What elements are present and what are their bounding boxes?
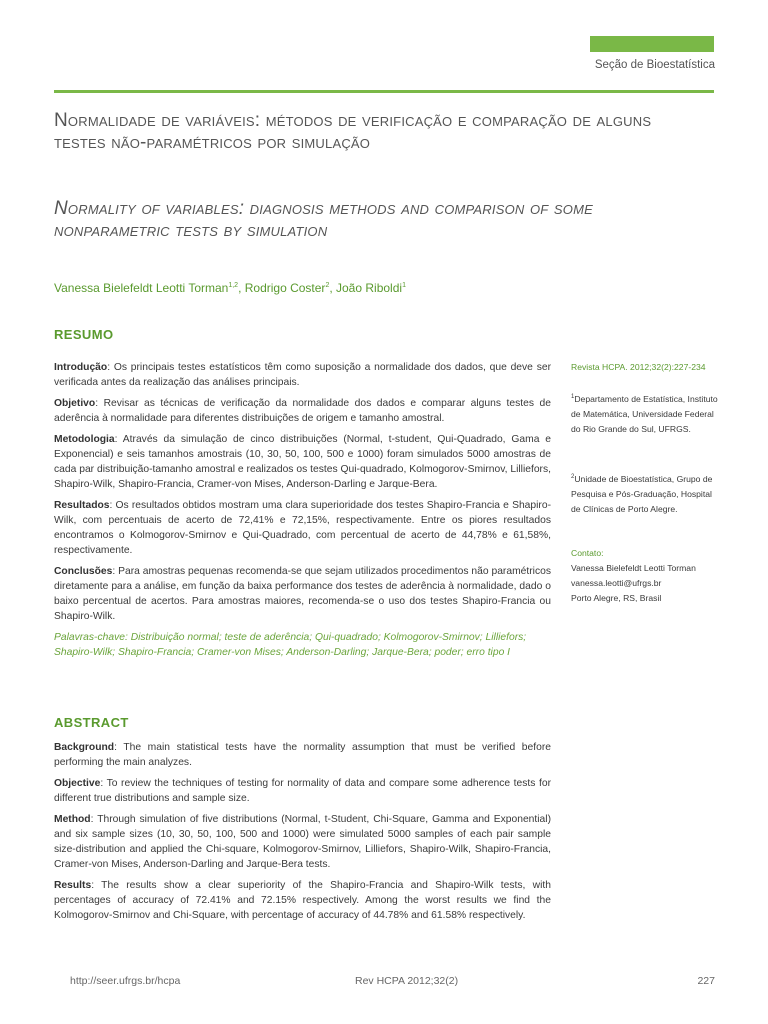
- label: Objetivo: [54, 398, 96, 409]
- author-name: , João Riboldi: [329, 281, 403, 295]
- header-accent-bar: [590, 36, 714, 52]
- footer-url[interactable]: http://seer.ufrgs.br/hcpa: [70, 975, 181, 987]
- resumo-keywords: [54, 630, 551, 660]
- resumo-conclusions: [54, 564, 551, 624]
- label: Palavras-chave:: [54, 632, 128, 643]
- page-number: 227: [697, 975, 715, 987]
- text: : Revisar as técnicas de verificação da normalidade dos dados e comparar alguns testes de aderência à normalidade para diferentes distribuições de origem e tamanho amostral.: [54, 398, 551, 424]
- label: Objective: [54, 778, 101, 789]
- text: : Os principais testes estatísticos têm como suposição a normalidade dos dados, que deve ser verificada antes da realização das análises principais.: [54, 362, 551, 388]
- author-name: , Rodrigo Coster: [238, 281, 326, 295]
- text: : The main statistical tests have the normality assumption that must be verified before performing the main analyzes.: [54, 742, 551, 768]
- contact-city: Porto Alegre, RS, Brasil: [571, 593, 662, 603]
- label: Introdução: [54, 362, 108, 373]
- label: Conclusões: [54, 566, 113, 577]
- text: Distribuição normal; teste de aderência; Qui-quadrado; Kolmogorov-Smirnov; Lilliefors; Shapiro-Wilk; Shapiro-Francia; Cramer-von Mises; Anderson-Darling; Jarque-Bera; poder; erro tipo I: [54, 632, 527, 658]
- resumo-intro: [54, 360, 551, 390]
- label: Method: [54, 814, 91, 825]
- resumo-methodology: [54, 432, 551, 492]
- abstract-heading: ABSTRACT: [54, 715, 129, 730]
- abstract-results: [54, 878, 551, 923]
- header-rule: [54, 90, 714, 93]
- resumo-objective: [54, 396, 551, 426]
- abstract-background: [54, 740, 551, 770]
- author-list: [54, 281, 406, 295]
- author-affiliation-mark: 2: [325, 282, 330, 289]
- text: : Através da simulação de cinco distribuições (Normal, t-student, Qui-Quadrado, Gama e Exponencial) e seis tamanhos amostrais (10, 30, 50, 100, 500 e 1000) foram simulados 5000 amostras de cada par distribuição-tamanho amostral e realizados os testes Qui-quadrado, Kolmogorov-Smirnov, Lilliefors, Shapiro-Wilk, Shapiro-Francia, Cramer-von Mises, Anderson-Darling e Jarque-Bera.: [54, 434, 551, 490]
- text: : Os resultados obtidos mostram uma clara superioridade dos testes Shapiro-Francia e Shapiro-Wilk, com percentuais de acerto de 72,41% e 72,15%, respectivamente. Entre os piores resultados encontramos o Kolmogorov-Smirnov e Qui-Quadrado, com percentual de acerto de 44,78% e 61,58%, respectivamente.: [54, 500, 551, 556]
- affiliation-2: [571, 470, 721, 517]
- journal-citation: Revista HCPA. 2012;32(2):227-234: [571, 362, 706, 372]
- title-portuguese: Normalidade de variáveis: métodos de verificação e comparação de alguns testes não-paramétricos por simulação: [54, 110, 652, 153]
- contact-block: [571, 546, 721, 606]
- affiliation-mark: 1: [571, 394, 575, 400]
- author-name: Vanessa Bielefeldt Leotti Torman: [54, 281, 229, 295]
- contact-label: Contato:: [571, 548, 604, 558]
- resumo-heading: RESUMO: [54, 327, 114, 342]
- label: Resultados: [54, 500, 110, 511]
- affiliation-1: [571, 390, 721, 437]
- text: : Para amostras pequenas recomenda-se que sejam utilizados procedimentos não paramétricos diretamente para a análise, em função da baixa performance dos testes de aderência à normalidade, dado o baixo percentual de acertos. Para amostras maiores, recomenda-se o uso dos testes Shapiro-Francia ou Shapiro-Wilk.: [54, 566, 551, 622]
- text: : To review the techniques of testing for normality of data and compare some adherence tests for different true distributions and sample size.: [54, 778, 551, 804]
- contact-name: Vanessa Bielefeldt Leotti Torman: [571, 563, 696, 573]
- footer-citation: Rev HCPA 2012;32(2): [355, 975, 459, 987]
- affiliation-mark: 2: [571, 474, 575, 480]
- label: Metodologia: [54, 434, 115, 445]
- contact-email[interactable]: vanessa.leotti@ufrgs.br: [571, 578, 662, 588]
- section-label: Seção de Bioestatística: [594, 59, 715, 71]
- affiliation-text: Unidade de Bioestatística, Grupo de Pesquisa e Pós-Graduação, Hospital de Clínicas de Porto Alegre.: [571, 473, 713, 514]
- author-affiliation-mark: 1,2: [228, 282, 239, 289]
- affiliation-text: Departamento de Estatística, Instituto de Matemática, Universidade Federal do Rio Grande do Sul, UFRGS.: [571, 393, 718, 434]
- author-affiliation-mark: 1: [402, 282, 406, 289]
- abstract-body: [54, 740, 551, 929]
- abstract-method: [54, 812, 551, 872]
- label: Background: [54, 742, 115, 753]
- label: Results: [54, 880, 92, 891]
- resumo-body: [54, 360, 551, 666]
- text: : The results show a clear superiority of the Shapiro-Francia and Shapiro-Wilk tests, with percentages of accuracy of 72.41% and 72.15% respectively. Among the worst results we find the Kolmogorov-Smirnov and Chi-Square, with percentage of accuracy of 44.78% and 61.58% respectively.: [54, 880, 551, 921]
- title-english: Normality of variables: diagnosis methods and comparison of some nonparametric tests by simulation: [54, 198, 593, 241]
- text: : Through simulation of five distributions (Normal, t-Student, Chi-Square, Gamma and Exponential) and six sample sizes (10, 30, 50, 100, 500 and 1000) were simulated 5000 samples of each pair sample size-distribution and applied the Chi-square, Kolmogorov-Smirnov, Lilliefors, Shapiro-Wilk, Shapiro-Francia, Cramer-von Mises, Anderson-Darling and Jarque-Bera tests.: [54, 814, 551, 870]
- resumo-results: [54, 498, 551, 558]
- abstract-objective: [54, 776, 551, 806]
